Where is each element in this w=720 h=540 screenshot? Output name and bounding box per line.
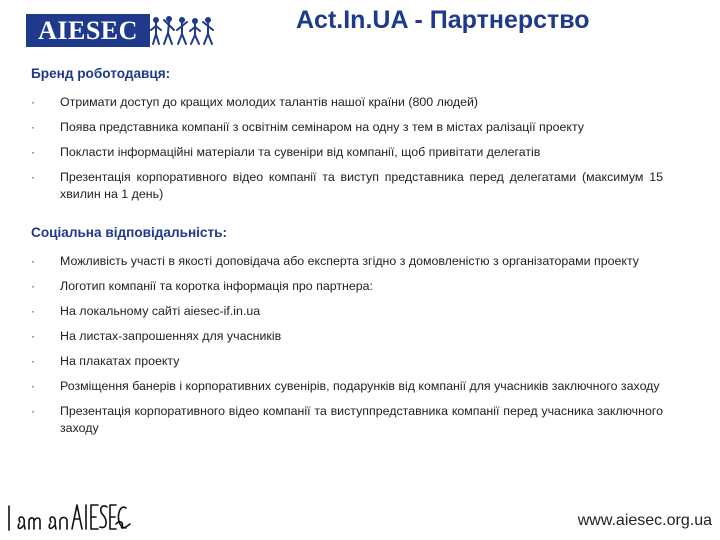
section-employer-brand [31, 66, 663, 203]
section-social-responsibility [31, 225, 663, 437]
bullet-icon: · [31, 145, 35, 159]
bullet-icon: · [31, 120, 35, 134]
bullet-icon: · [31, 279, 35, 293]
list-item-text: Покласти інформаційні матеріали та сувеніри від компанії, щоб привітати делегатів [60, 145, 541, 159]
list-item [31, 303, 663, 320]
list-item [31, 278, 663, 295]
list-item [31, 94, 663, 111]
bullet-icon: · [31, 329, 35, 343]
bullet-icon: · [31, 170, 35, 184]
list-item-text: На плакатах проекту [60, 354, 180, 368]
list-item-text: Презентація корпоративного відео компанії та виступ представника перед делегатами (максимум 15 хвилин на 1 день) [60, 170, 663, 201]
bullet-icon: · [31, 95, 35, 109]
bullet-icon: · [31, 304, 35, 318]
bullet-icon: · [31, 404, 35, 418]
list-item-text: На локальному сайті aiesec-if.in.ua [60, 304, 261, 318]
list-item-text: Презентація корпоративного відео компанії та виступпредставника компанії перед учасника заключного заходу [60, 404, 663, 435]
bullet-icon: · [31, 254, 35, 268]
bullet-icon: · [31, 354, 35, 368]
list-item [31, 353, 663, 370]
page-title: Act.In.UA - Партнерство [296, 6, 590, 34]
aiesec-logo [26, 14, 219, 47]
section-heading: Бренд роботодавця: [31, 66, 171, 81]
bullet-list [31, 253, 663, 437]
aiesec-logo-box [26, 14, 150, 47]
list-item-text: Логотип компанії та коротка інформація про партнера: [60, 279, 373, 293]
content-area [31, 66, 663, 445]
list-item [31, 144, 663, 161]
list-item [31, 378, 663, 395]
section-heading: Соціальна відповідальність: [31, 225, 228, 240]
list-item [31, 403, 663, 437]
list-item [31, 253, 663, 270]
list-item-text: Поява представника компанії з освітнім семінаром на одну з тем в містах ралізації проекту [60, 120, 584, 134]
list-item [31, 119, 663, 136]
people-figures-icon [150, 14, 220, 47]
list-item-text: Розміщення банерів і корпоративних сувенірів, подарунків від компанії для учасників заключного заходу [60, 379, 660, 393]
list-item-text: Можливість участі в якості доповідача або експерта згідно з домовленістю з організаторами проекту [60, 254, 639, 268]
bullet-icon: · [31, 379, 35, 393]
list-item [31, 169, 663, 203]
list-item-text: Отримати доступ до кращих молодих талантів нашої країни (800 людей) [60, 95, 479, 109]
list-item [31, 328, 663, 345]
list-item-text: На листах-запрошеннях для учасників [60, 329, 282, 343]
bullet-list [31, 94, 663, 203]
aiesec-logo-text: AIESEC [38, 15, 138, 45]
website-url[interactable]: www.aiesec.org.ua [577, 512, 712, 529]
signature-logo [6, 500, 132, 536]
